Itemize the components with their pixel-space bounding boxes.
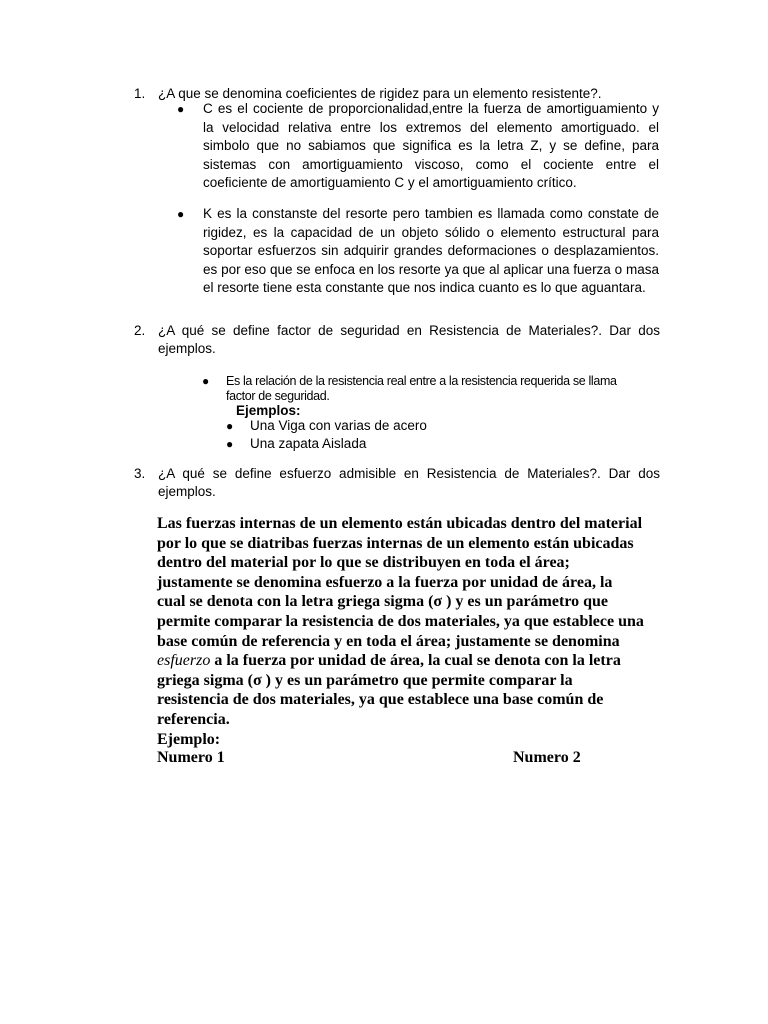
question-3-number: 3. bbox=[134, 466, 146, 481]
question-3 bbox=[136, 465, 660, 501]
bullet-icon: ● bbox=[226, 437, 234, 451]
question-1-bullet-2 bbox=[177, 205, 659, 298]
question-1-text: ¿A que se denomina coeficientes de rigidez para un elemento resistente?. bbox=[158, 86, 602, 101]
example-text: Una zapata Aislada bbox=[250, 436, 367, 451]
answer-3-part-2: a la fuerza por unidad de área, la cual se denota con la letra griega sigma (σ ) y es un parámetro que permite comparar la resistencia de dos materiales, ya que establece una base común de referencia. bbox=[157, 652, 621, 728]
answer-3-italic-word: esfuerzo bbox=[157, 652, 211, 670]
example-label: Ejemplo: bbox=[157, 731, 221, 748]
answer-3-paragraph bbox=[157, 514, 644, 730]
bullet-text: K es la constanste del resorte pero tambien es llamada como constate de rigidez, es la capacidad de un objeto sólido o elemento estructural para soportar esfuerzos sin adquirir grandes deformaciones o desplazamientos. es por eso que se enfoca en los resorte ya que al aplicar una fuerza o masa el resorte tiene esta constante que nos indica cuanto es lo que aguantara. bbox=[203, 206, 659, 295]
bullet-icon: ● bbox=[226, 419, 234, 433]
bullet-icon: ● bbox=[177, 102, 185, 116]
example-item-1 bbox=[226, 417, 427, 435]
question-1-bullet-1 bbox=[177, 100, 659, 193]
bullet-text: Es la relación de la resistencia real entre a la resistencia requerida se llama factor de seguridad. bbox=[226, 374, 617, 403]
question-3-text: ¿A qué se define esfuerzo admisible en Resistencia de Materiales?. Dar dos ejemplos. bbox=[158, 466, 660, 499]
question-2-number: 2. bbox=[134, 323, 146, 338]
question-2 bbox=[136, 322, 660, 358]
number-1-label: Numero 1 bbox=[157, 749, 225, 766]
bullet-icon: ● bbox=[177, 207, 185, 221]
answer-3-part-1: Las fuerzas internas de un elemento están ubicadas dentro del material por lo que se diatribas fuerzas internas de un elemento están ubicadas dentro del material por lo que se distribuyen en toda el área; justamente se denomina esfuerzo a la fuerza por unidad de área, la cual se denota con la letra griega sigma (σ ) y es un parámetro que permite comparar la resistencia de dos materiales, ya que establece una base común de referencia y en toda el área; justamente se denomina bbox=[157, 515, 644, 650]
question-1-number: 1. bbox=[134, 86, 146, 101]
number-2-label: Numero 2 bbox=[513, 749, 581, 766]
bullet-text: C es el cociente de proporcionalidad,entre la fuerza de amortiguamiento y la velocidad relativa entre los extremos del elemento amortiguado. el simbolo que no sabiamos que significa es la letra Z, y se define, para sistemas con amortiguamiento viscoso, como el cociente entre el coeficiente de amortiguamiento C y el amortiguamiento crítico. bbox=[203, 101, 659, 190]
question-2-text: ¿A qué se define factor de seguridad en Resistencia de Materiales?. Dar dos ejemplos. bbox=[158, 323, 660, 356]
bullet-icon: ● bbox=[202, 374, 209, 388]
question-2-bullet-1 bbox=[202, 374, 646, 404]
examples-title: Ejemplos: bbox=[236, 403, 301, 418]
example-item-2 bbox=[226, 435, 367, 453]
example-text: Una Viga con varias de acero bbox=[250, 418, 427, 433]
